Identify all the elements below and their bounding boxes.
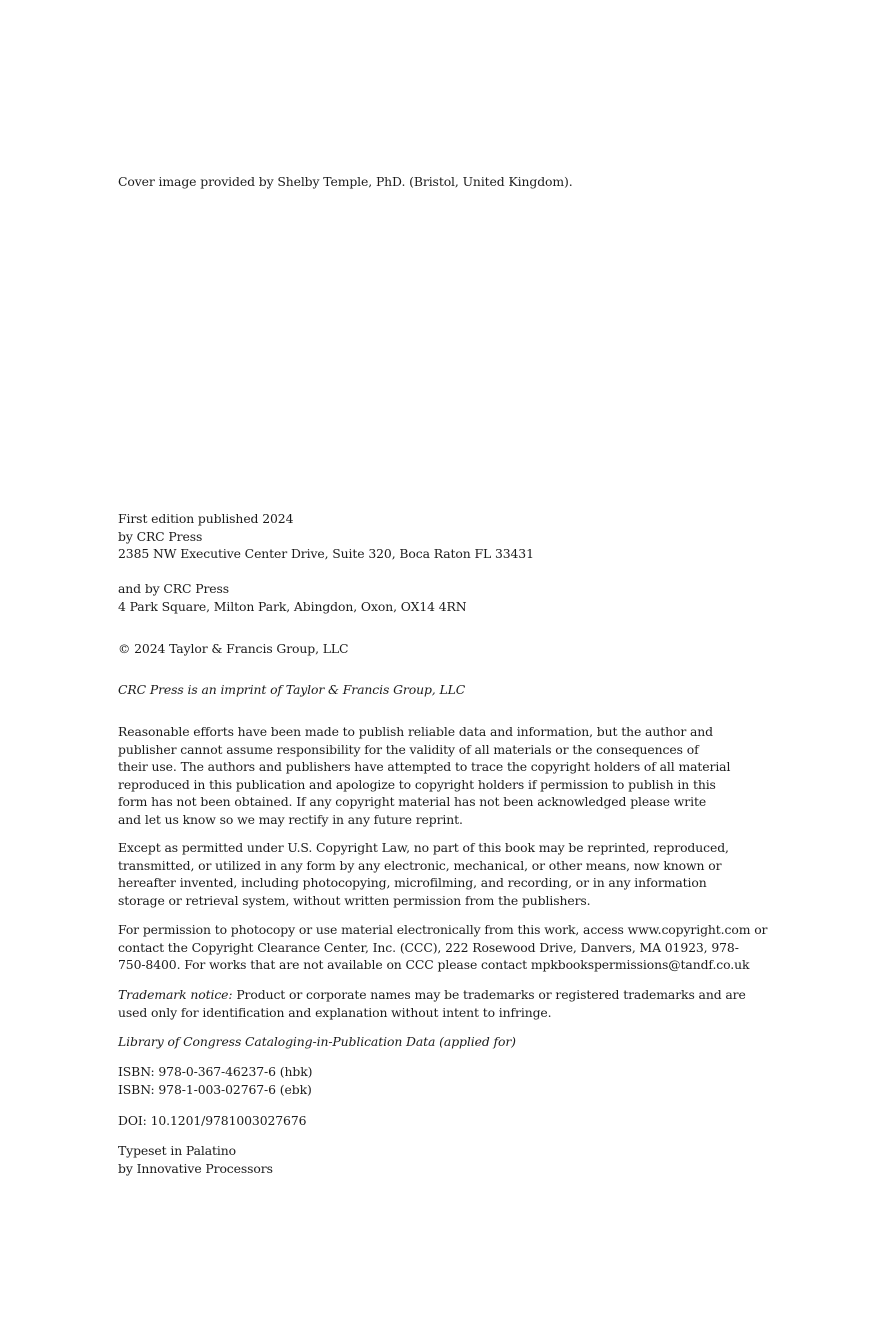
trademark-text: Product or corporate names may be trademarks or registered trademarks and are	[232, 987, 746, 1002]
copyright-block	[118, 640, 768, 658]
imprint-block	[118, 681, 768, 699]
typeset-font: Typeset in Palatino	[118, 1143, 237, 1158]
edition-block	[118, 510, 768, 563]
disclaimer-line: form has not been obtained. If any copyright material has not been acknowledged please write	[118, 794, 707, 810]
trademark-paragraph	[118, 986, 768, 1021]
second-address-block	[118, 580, 768, 615]
edition-published: First edition published 2024	[118, 511, 294, 526]
doi: DOI: 10.1201/9781003027676	[118, 1113, 307, 1128]
law-line: transmitted, or utilized in any form by any electronic, mechanical, or other means, now known or	[118, 857, 722, 873]
law-line: Except as permitted under U.S. Copyright Law, no part of this book may be reprinted, reproduced,	[118, 840, 729, 855]
disclaimer-line: and let us know so we may rectify in any future reprint.	[118, 811, 463, 827]
typeset-by: by Innovative Processors	[118, 1160, 273, 1176]
edition-address: 2385 NW Executive Center Drive, Suite 320, Boca Raton FL 33431	[118, 546, 534, 562]
disclaimer-line: publisher cannot assume responsibility for the validity of all materials or the consequences of	[118, 741, 699, 757]
disclaimer-paragraph	[118, 723, 768, 829]
permission-line: For permission to photocopy or use material electronically from this work, access www.copyright.com or	[118, 922, 768, 937]
second-publisher: and by CRC Press	[118, 581, 230, 596]
second-address: 4 Park Square, Milton Park, Abingdon, Oxon, OX14 4RN	[118, 598, 467, 614]
trademark-line-1	[118, 986, 768, 1004]
law-line: hereafter invented, including photocopying, microfilming, and recording, or in any information	[118, 875, 707, 891]
cover-credit: Cover image provided by Shelby Temple, PhD. (Bristol, United Kingdom).	[118, 174, 573, 189]
library-cip: Library of Congress Cataloging-in-Publication Data (applied for)	[118, 1034, 516, 1049]
trademark-line-2: used only for identification and explanation without intent to infringe.	[118, 1004, 552, 1020]
isbn-hbk: ISBN: 978-0-367-46237-6 (hbk)	[118, 1064, 313, 1079]
permission-line: contact the Copyright Clearance Center, Inc. (CCC), 222 Rosewood Drive, Danvers, MA 01923, 978-	[118, 939, 739, 955]
disclaimer-line: their use. The authors and publishers have attempted to trace the copyright holders of all material	[118, 759, 731, 775]
imprint-notice: CRC Press is an imprint of Taylor & Francis Group, LLC	[118, 682, 466, 697]
law-line: storage or retrieval system, without written permission from the publishers.	[118, 892, 591, 908]
copyright-notice: © 2024 Taylor & Francis Group, LLC	[118, 641, 349, 656]
permission-paragraph	[118, 921, 768, 974]
trademark-label: Trademark notice:	[118, 987, 233, 1002]
disclaimer-line: Reasonable efforts have been made to publish reliable data and information, but the author and	[118, 724, 713, 739]
edition-publisher: by CRC Press	[118, 528, 203, 544]
library-block	[118, 1033, 768, 1051]
typeset-block	[118, 1142, 768, 1177]
isbn-ebk: ISBN: 978-1-003-02767-6 (ebk)	[118, 1081, 312, 1097]
disclaimer-line: reproduced in this publication and apologize to copyright holders if permission to publish in this	[118, 776, 716, 792]
doi-block	[118, 1112, 768, 1130]
permission-line: 750-8400. For works that are not available on CCC please contact mpkbookspermissions@tandf.co.uk	[118, 957, 750, 973]
isbn-block	[118, 1063, 768, 1098]
cover-credit-block	[118, 173, 768, 191]
law-paragraph	[118, 839, 768, 909]
